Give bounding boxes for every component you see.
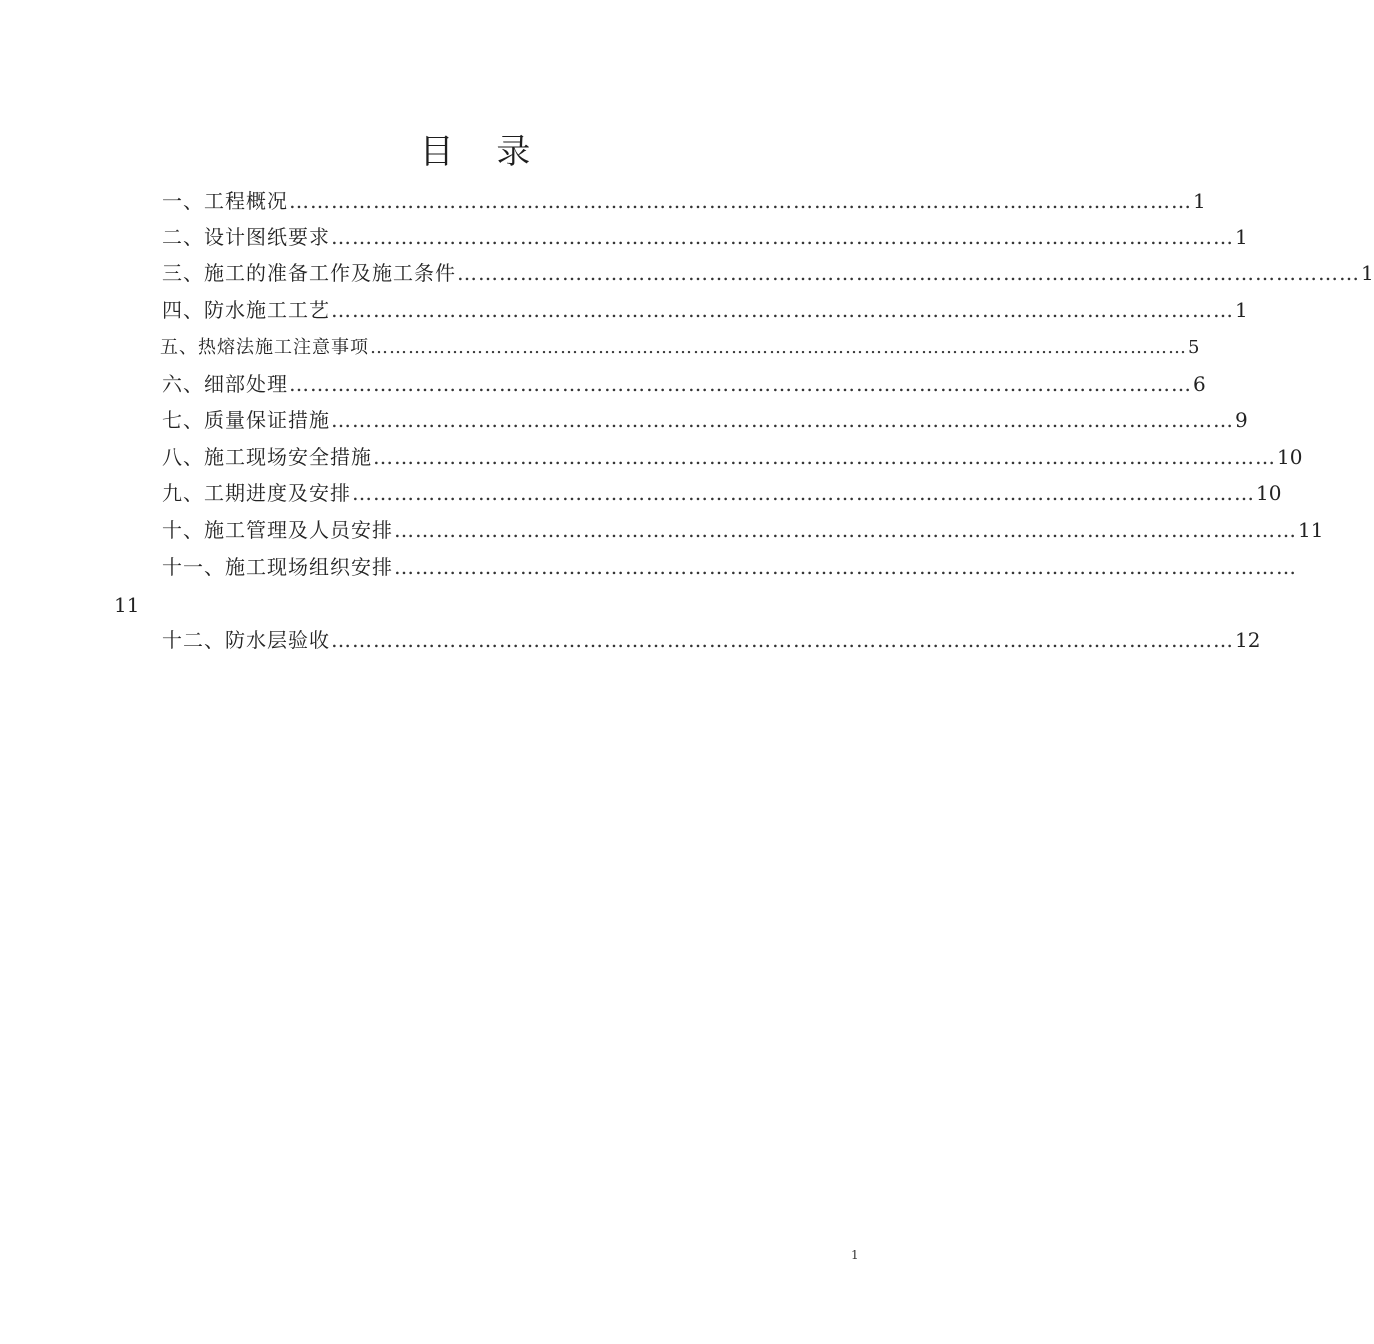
toc-entry-page-wrapped: 11 <box>114 593 140 617</box>
toc-entry-page: 1 <box>1193 189 1206 213</box>
toc-leader-dots: ………………………………………………………………………………………………………………… <box>394 518 1297 542</box>
toc-leader-dots: ………………………………………………………………………………………………………………… <box>457 261 1360 285</box>
toc-entry[interactable] <box>162 439 1303 475</box>
toc-entry-label: 九、工期进度及安排 <box>162 481 351 505</box>
toc-entry[interactable] <box>160 330 1200 366</box>
toc-entry[interactable] <box>162 475 1282 511</box>
toc-entry-label: 一、工程概况 <box>162 189 288 213</box>
toc-entry-label: 四、防水施工工艺 <box>162 298 330 322</box>
toc-entry-page: 1 <box>1361 261 1374 285</box>
toc-entry-label: 二、设计图纸要求 <box>162 225 330 249</box>
toc-leader-dots: ………………………………………………………………………………………………………………… <box>331 628 1234 652</box>
toc-entry-page: 12 <box>1235 628 1261 652</box>
toc-title: 目 录 <box>419 132 547 172</box>
toc-entry-label: 十二、防水层验收 <box>162 628 330 652</box>
toc-entry-label: 八、施工现场安全措施 <box>162 445 372 469</box>
toc-entry-label: 十一、施工现场组织安排 <box>162 555 393 579</box>
toc-leader-dots: ………………………………………………………………………………………………………………… <box>331 408 1234 432</box>
toc-entry-page: 10 <box>1277 445 1303 469</box>
toc-entry[interactable] <box>162 255 1374 291</box>
toc-entry[interactable] <box>162 622 1261 658</box>
toc-leader-dots: ………………………………………………………………………………………………………………… <box>373 445 1276 469</box>
toc-entry[interactable] <box>162 366 1206 402</box>
toc-entry-label: 五、热熔法施工注意事项 <box>160 337 369 358</box>
toc-leader-dots: ………………………………………………………………………………………………………………… <box>289 372 1192 396</box>
toc-leader-dots: ………………………………………………………………………………………………………………… <box>370 337 1187 358</box>
toc-entry-page: 1 <box>1235 225 1248 249</box>
toc-entry[interactable] <box>162 292 1248 328</box>
toc-entry-page: 10 <box>1256 481 1282 505</box>
toc-entry-label: 三、施工的准备工作及施工条件 <box>162 261 456 285</box>
toc-entry-page: 5 <box>1188 337 1200 358</box>
toc-entry[interactable] <box>162 512 1324 548</box>
toc-entry[interactable] <box>162 219 1248 255</box>
toc-entry[interactable] <box>162 402 1248 438</box>
toc-leader-dots: ………………………………………………………………………………………………………………… <box>331 225 1234 249</box>
toc-entry[interactable] <box>162 549 1297 585</box>
toc-leader-dots: ………………………………………………………………………………………………………………… <box>289 189 1192 213</box>
toc-leader-dots: ………………………………………………………………………………………………………………… <box>331 298 1234 322</box>
toc-entry-page: 6 <box>1193 372 1206 396</box>
toc-entry-page: 11 <box>1298 518 1324 542</box>
toc-entry-label: 十、施工管理及人员安排 <box>162 518 393 542</box>
toc-entry-page: 9 <box>1235 408 1248 432</box>
toc-leader-dots: ………………………………………………………………………………………………………………… <box>352 481 1255 505</box>
toc-leader-dots: ………………………………………………………………………………………………………………… <box>394 555 1297 579</box>
toc-entry-label: 六、细部处理 <box>162 372 288 396</box>
footer-page-number: 1 <box>851 1248 859 1262</box>
toc-entry[interactable] <box>162 183 1206 219</box>
toc-entry-label: 七、质量保证措施 <box>162 408 330 432</box>
toc-entry-page: 1 <box>1235 298 1248 322</box>
